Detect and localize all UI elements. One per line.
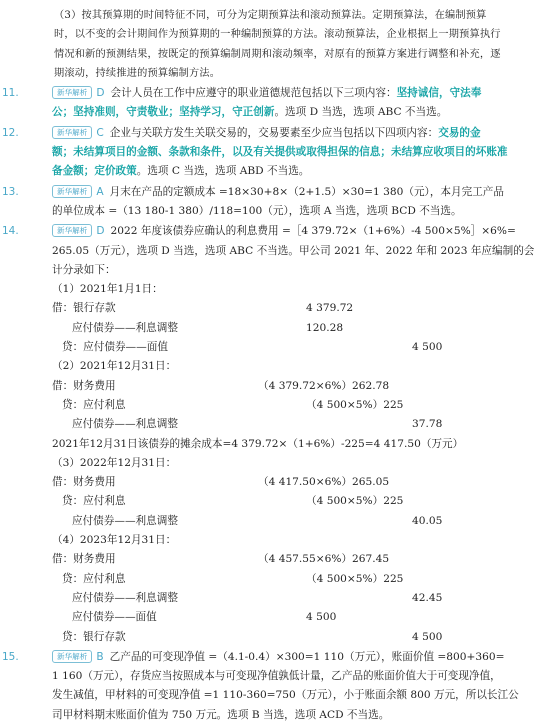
debit-amount: 120.28 xyxy=(306,321,344,334)
answer-letter: D xyxy=(96,225,105,238)
answer-line xyxy=(52,183,517,202)
highlighted-text: 交易的金 xyxy=(438,126,481,139)
highlighted-text: 坚持诚信，守法奉 xyxy=(396,87,482,100)
explanation-line: 计分录如下： xyxy=(52,263,116,276)
account-name: 借：财务费用 xyxy=(52,553,116,566)
account-name: 应付债券——面值 xyxy=(72,611,157,624)
explanation-line xyxy=(52,162,517,181)
account-name: 借：银行存款 xyxy=(52,302,116,315)
journal-row xyxy=(52,357,517,376)
credit-amount: 4 500 xyxy=(412,341,443,354)
question-11 xyxy=(2,84,517,123)
entry-text: （2）2021年12月31日： xyxy=(52,360,177,373)
analysis-tag: 新华解析 xyxy=(52,126,92,139)
debit-amount: 4 379.72 xyxy=(306,302,354,315)
explanation-text: 2022 年度该债券应确认的利息费用 =［4 379.72×（1+6%）-4 500×5%］×6%= xyxy=(110,225,516,238)
credit-amount: 40.05 xyxy=(412,514,443,527)
journal-row xyxy=(52,299,517,318)
journal-row xyxy=(52,415,517,434)
answer-letter: C xyxy=(96,126,104,139)
explanation-text: 。选项 C 当选，选项 ABD 不当选。 xyxy=(136,165,310,178)
account-name: 贷：应付利息 xyxy=(62,398,126,411)
journal-row xyxy=(52,512,517,531)
explanation-line: 265.05（万元），选项 D 当选，选项 ABC 不当选。甲公司 2021 年、2022 年和 2023 年应编制的会 xyxy=(52,244,534,257)
account-name: 贷：应付利息 xyxy=(62,495,126,508)
journal-entries xyxy=(18,280,517,647)
debit-amount: （4 379.72×6%）262.78 xyxy=(258,379,390,392)
entry-text: 2021年12月31日该债券的摊余成本=4 379.72×（1+6%）-225=4 417.50（万元） xyxy=(52,437,464,450)
explanation-text: 会计人员在工作中应遵守的职业道德规范包括以下三项内容： xyxy=(110,87,397,100)
explanation-text: 企业与关联方发生关联交易的，交易要素至少应当包括以下四项内容： xyxy=(109,126,439,139)
question-number: 11. xyxy=(2,87,19,100)
analysis-tag: 新华解析 xyxy=(52,185,92,198)
journal-row xyxy=(52,492,517,511)
journal-row xyxy=(52,396,517,415)
account-name: 借：财务费用 xyxy=(52,379,116,392)
intro-line: 情况和新的预测结果，按既定的预算编制周期和滚动频率，对原有的预算方案进行调整和补充，逐 xyxy=(54,48,501,60)
journal-row xyxy=(52,338,517,357)
journal-row xyxy=(52,570,517,589)
journal-row xyxy=(52,280,517,299)
journal-row xyxy=(52,377,517,396)
journal-row xyxy=(52,435,517,454)
question-13 xyxy=(2,183,517,222)
analysis-tag: 新华解析 xyxy=(52,224,92,237)
explanation-line: 1 160（万元），存货应当按照成本与可变现净值孰低计量，乙产品的账面价值大于可变现净值， xyxy=(52,670,501,683)
journal-row xyxy=(52,454,517,473)
answer-line xyxy=(52,648,517,667)
entry-text: （3）2022年12月31日： xyxy=(52,456,177,469)
journal-row xyxy=(52,473,517,492)
entry-text: （4）2023年12月31日： xyxy=(52,534,177,547)
journal-row xyxy=(52,531,517,550)
journal-row xyxy=(52,628,517,647)
intro-line: 时，以不变的会计期间作为预算期的一种编制预算的方法。滚动预算法，企业根据上一期预算执行 xyxy=(54,29,501,41)
account-name: 贷：应付债券——面值 xyxy=(62,341,168,354)
account-name: 应付债券——利息调整 xyxy=(72,418,178,431)
highlighted-text: 备金额；定价政策 xyxy=(52,165,137,178)
explanation-text: 。选项 D 当选，选项 ABC 不当选。 xyxy=(274,106,448,119)
debit-amount: （4 457.55×6%）267.45 xyxy=(258,553,390,566)
answer-letter: A xyxy=(96,185,104,198)
credit-amount: （4 500×5%）225 xyxy=(306,495,404,508)
question-12 xyxy=(2,124,517,182)
credit-amount: 37.78 xyxy=(412,418,443,431)
explanation-text: 月末在产品的定额成本 =18×30+8×（2+1.5）×30=1 380（元），本月完工产品 xyxy=(109,185,504,198)
debit-amount: 4 500 xyxy=(306,611,337,624)
explanation-line: 司甲材料期末账面价值为 750 万元。选项 B 当选，选项 ACD 不当选。 xyxy=(52,708,390,721)
explanation-text: 乙产品的可变现净值 =（4.1-0.4）×300=1 110（万元），账面价值 =800+360= xyxy=(109,650,505,663)
intro-paragraph xyxy=(18,6,517,83)
question-15 xyxy=(2,648,519,725)
credit-amount: （4 500×5%）225 xyxy=(306,398,404,411)
journal-row xyxy=(52,550,517,569)
explanation-line xyxy=(52,103,517,122)
credit-amount: （4 500×5%）225 xyxy=(306,572,404,585)
answer-letter: D xyxy=(96,87,105,100)
account-name: 应付债券——利息调整 xyxy=(72,514,178,527)
debit-amount: （4 417.50×6%）265.05 xyxy=(258,476,390,489)
question-number: 14. xyxy=(2,225,19,238)
analysis-tag: 新华解析 xyxy=(52,86,92,99)
question-number: 12. xyxy=(2,126,19,139)
intro-line: （3）按其预算期的时间特征不同，可分为定期预算法和滚动预算法。定期预算法，在编制预算 xyxy=(54,10,487,21)
explanation-line: 的单位成本 =（13 180-1 380）/118=100（元），选项 A 当选，选项 BCD 不当选。 xyxy=(52,204,462,217)
explanation-line: 发生减值，甲材料的可变现净值 =1 110-360=750（万元），小于账面余额 800 万元，所以长江公 xyxy=(52,689,519,702)
answer-line xyxy=(52,222,517,241)
account-name: 借：财务费用 xyxy=(52,476,116,489)
account-name: 应付债券——利息调整 xyxy=(72,591,178,604)
entry-text: （1）2021年1月1日： xyxy=(52,283,163,296)
credit-amount: 42.45 xyxy=(412,591,443,604)
question-number: 13. xyxy=(2,185,19,198)
highlighted-line: 额；未结算项目的金额、条款和条件，以及有关提供或取得担保的信息；未结算应收项目的坏账准 xyxy=(52,146,508,159)
intro-line: 期滚动，持续推进的预算编制方法。 xyxy=(54,67,221,79)
analysis-tag: 新华解析 xyxy=(52,650,92,663)
journal-row xyxy=(52,589,517,608)
question-number: 15. xyxy=(2,650,19,663)
journal-row xyxy=(52,319,517,338)
account-name: 应付债券——利息调整 xyxy=(72,321,178,334)
answer-line xyxy=(52,124,517,143)
highlighted-text: 公；坚持准则，守责敬业；坚持学习，守正创新 xyxy=(52,106,275,119)
account-name: 贷：银行存款 xyxy=(62,630,126,643)
answer-letter: B xyxy=(96,650,104,663)
account-name: 贷：应付利息 xyxy=(62,572,126,585)
answer-line xyxy=(52,84,517,103)
credit-amount: 4 500 xyxy=(412,630,443,643)
question-14 xyxy=(2,222,534,280)
journal-row xyxy=(52,608,517,627)
